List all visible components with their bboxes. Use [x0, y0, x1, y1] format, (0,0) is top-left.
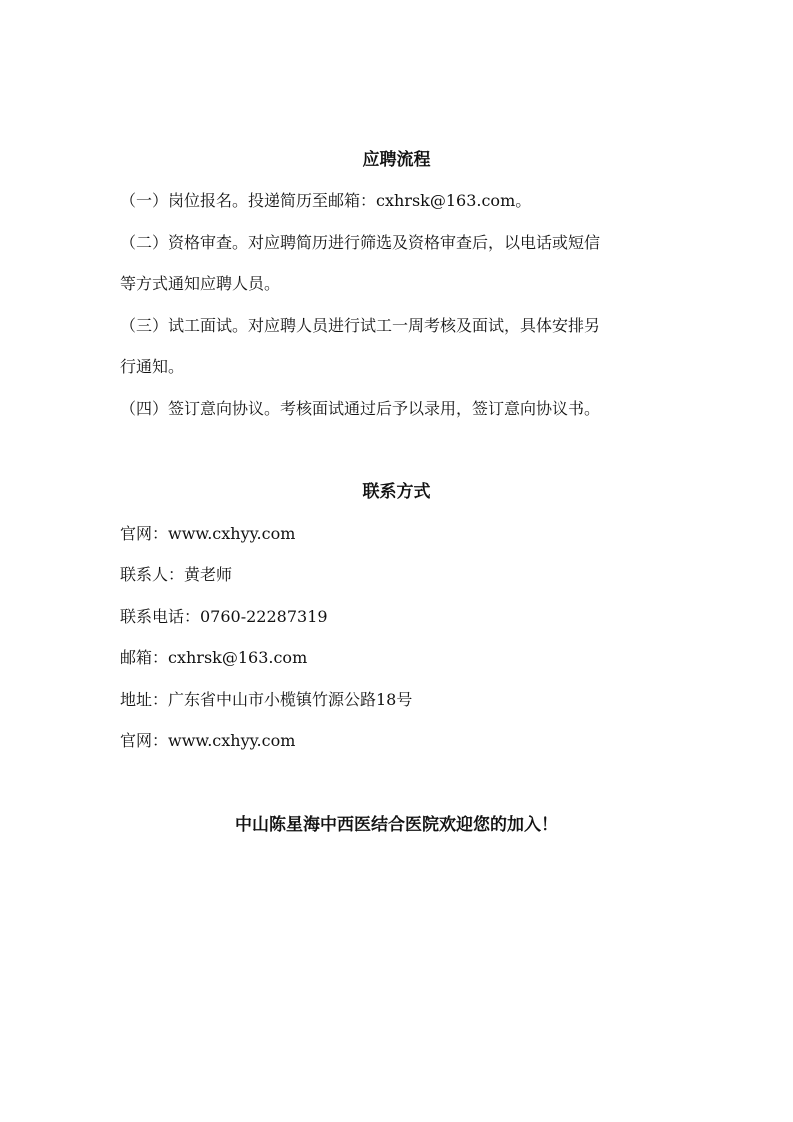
closing-welcome: 中山陈星海中西医结合医院欢迎您的加入！ [235, 815, 558, 835]
process-step-1: （一）岗位报名。投递简历至邮箱：cxhrsk@163.com。 [120, 191, 532, 210]
process-heading: 应聘流程 [362, 150, 431, 170]
contact-phone: 联系电话：0760-22287319 [120, 607, 328, 626]
process-step-3-line-1: （三）试工面试。对应聘人员进行试工一周考核及面试，具体安排另 [120, 316, 601, 335]
process-step-2-line-1: （二）资格审查。对应聘简历进行筛选及资格审查后，以电话或短信 [120, 233, 601, 252]
contact-heading: 联系方式 [362, 482, 431, 502]
contact-person: 联系人：黄老师 [120, 565, 233, 584]
contact-website-repeat: 官网：www.cxhyy.com [120, 731, 296, 750]
contact-email: 邮箱：cxhrsk@163.com [120, 648, 308, 667]
process-step-3-line-2: 行通知。 [120, 357, 185, 376]
contact-address: 地址：广东省中山市小榄镇竹源公路18号 [120, 690, 413, 709]
process-step-4: （四）签订意向协议。考核面试通过后予以录用，签订意向协议书。 [120, 399, 601, 418]
contact-website: 官网：www.cxhyy.com [120, 524, 296, 543]
process-step-2-line-2: 等方式通知应聘人员。 [120, 274, 281, 293]
